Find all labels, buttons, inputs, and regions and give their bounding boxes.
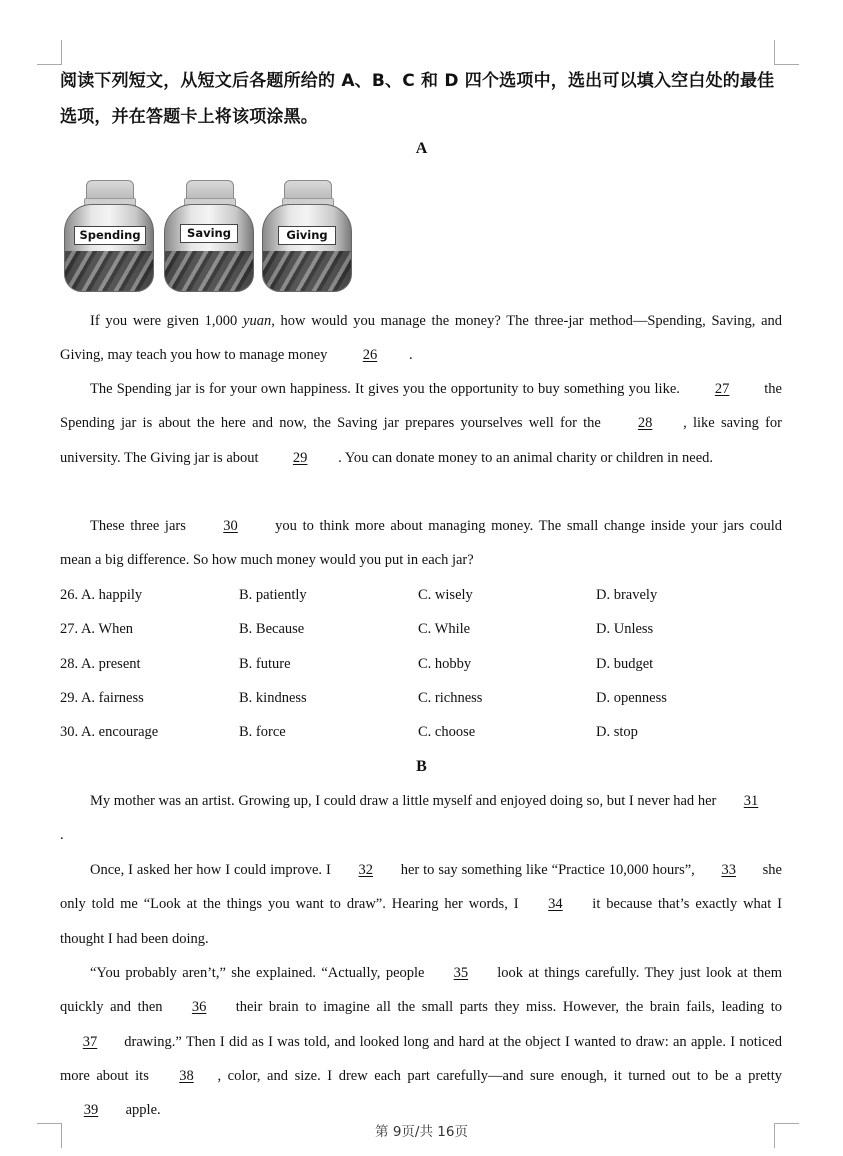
option-30-d[interactable]: D. stop: [596, 724, 638, 741]
option-28-c[interactable]: C. hobby: [418, 655, 472, 672]
question-26-options: [60, 578, 782, 612]
jar-label-giving: Giving: [278, 226, 336, 245]
blank-28: 28: [637, 415, 653, 432]
section-a-options: [60, 578, 782, 749]
blank-30: 30: [223, 518, 238, 534]
option-29-a[interactable]: 29. A. fairness: [60, 689, 144, 706]
option-28-d[interactable]: D. budget: [596, 655, 654, 672]
option-26-c[interactable]: C. wisely: [418, 587, 473, 603]
crop-mark-top-left: [37, 40, 62, 65]
saving-jar: [162, 180, 256, 292]
option-30-c[interactable]: C. choose: [418, 724, 476, 741]
section-a-heading: A: [415, 140, 428, 157]
passage-b-paragraph-3: “You probably aren’t,” she explained. “Actually, people 35 look at things carefully. They just look at them quickly and then 36 their brain to imagine all the small parts they miss. However, the brain fails, leading to 37 drawing.” Then I did as I was told, and looked long and hard at the object I wanted to draw: an apple. I noticed more about its 38 , color, and size. I drew each part carefully—and sure enough, it turned out to be a pretty 39 apple.: [60, 956, 782, 1127]
jar-label-saving: Saving: [180, 224, 238, 243]
question-29-options: [60, 681, 782, 715]
blank-31: 31: [743, 793, 759, 809]
section-b-heading: B: [416, 758, 427, 775]
spending-jar: [62, 180, 156, 292]
option-30-b[interactable]: B. force: [239, 724, 286, 741]
blank-32: 32: [358, 862, 374, 878]
question-28-options: [60, 647, 782, 681]
option-27-a[interactable]: 27. A. When: [60, 621, 134, 638]
option-29-c[interactable]: C. richness: [418, 689, 483, 706]
option-26-b[interactable]: B. patiently: [239, 587, 307, 603]
passage-b-paragraph-2: Once, I asked her how I could improve. I 32 her to say something like “Practice 10,000 hours”, 33 she only told me “Look at the things you want to draw”. Hearing her words, I 34 it because that’s exactly what I thought I had been doing.: [60, 853, 782, 956]
blank-34: 34: [548, 896, 563, 913]
passage-a-paragraph-2: The Spending jar is for your own happiness. It gives you the opportunity to buy something you like. 27 the Spending jar is about the here and now, the Saving jar prepares yourselves well for the 28 , like saving for university. The Giving jar is about 29 . You can donate money to an animal charity or children in need.: [60, 372, 782, 475]
option-28-a[interactable]: 28. A. present: [60, 655, 141, 672]
blank-37: 37: [82, 1033, 98, 1050]
blank-27: 27: [714, 381, 730, 397]
blank-39: 39: [83, 1102, 99, 1119]
option-26-a[interactable]: 26. A. happily: [60, 587, 143, 603]
blank-33: 33: [721, 862, 736, 878]
option-27-b[interactable]: B. Because: [239, 621, 305, 638]
question-27-options: [60, 612, 782, 646]
blank-29: 29: [292, 449, 308, 466]
option-29-d[interactable]: D. openness: [596, 689, 667, 706]
option-29-b[interactable]: B. kindness: [239, 689, 307, 706]
option-28-b[interactable]: B. future: [239, 655, 291, 672]
option-30-a[interactable]: 30. A. encourage: [60, 724, 159, 741]
option-27-c[interactable]: C. While: [418, 621, 471, 638]
blank-38: 38: [179, 1067, 194, 1084]
option-26-d[interactable]: D. bravely: [596, 587, 658, 603]
passage-b-paragraph-1: My mother was an artist. Growing up, I could draw a little myself and enjoyed doing so, but I never had her 31.: [60, 784, 782, 853]
blank-26: 26: [362, 347, 378, 364]
passage-a-paragraph-3: These three jars 30 you to think more about managing money. The small change inside your jars could mean a big difference. So how much money would you put in each jar?: [60, 509, 782, 578]
option-27-d[interactable]: D. Unless: [596, 621, 654, 638]
crop-mark-top-right: [774, 40, 799, 65]
blank-36: 36: [191, 999, 207, 1016]
jar-label-spending: Spending: [74, 226, 146, 245]
blank-35: 35: [453, 965, 469, 981]
instructions: 阅读下列短文，从短文后各题所给的 A、B、C 和 D 四个选项中，选出可以填入空白处的最佳选项，并在答题卡上将该项涂黑。: [60, 71, 775, 127]
passage-a-paragraph-1: If you were given 1,000 yuan, how would you manage the money? The three-jar method—Spending, Saving, and Giving, may teach you how to manage money 26 .: [60, 304, 782, 373]
giving-jar: [260, 180, 354, 292]
question-30-options: [60, 715, 782, 749]
page-number-footer: 第 9页/共 16页: [375, 1124, 468, 1140]
three-jars-image: [62, 180, 354, 295]
